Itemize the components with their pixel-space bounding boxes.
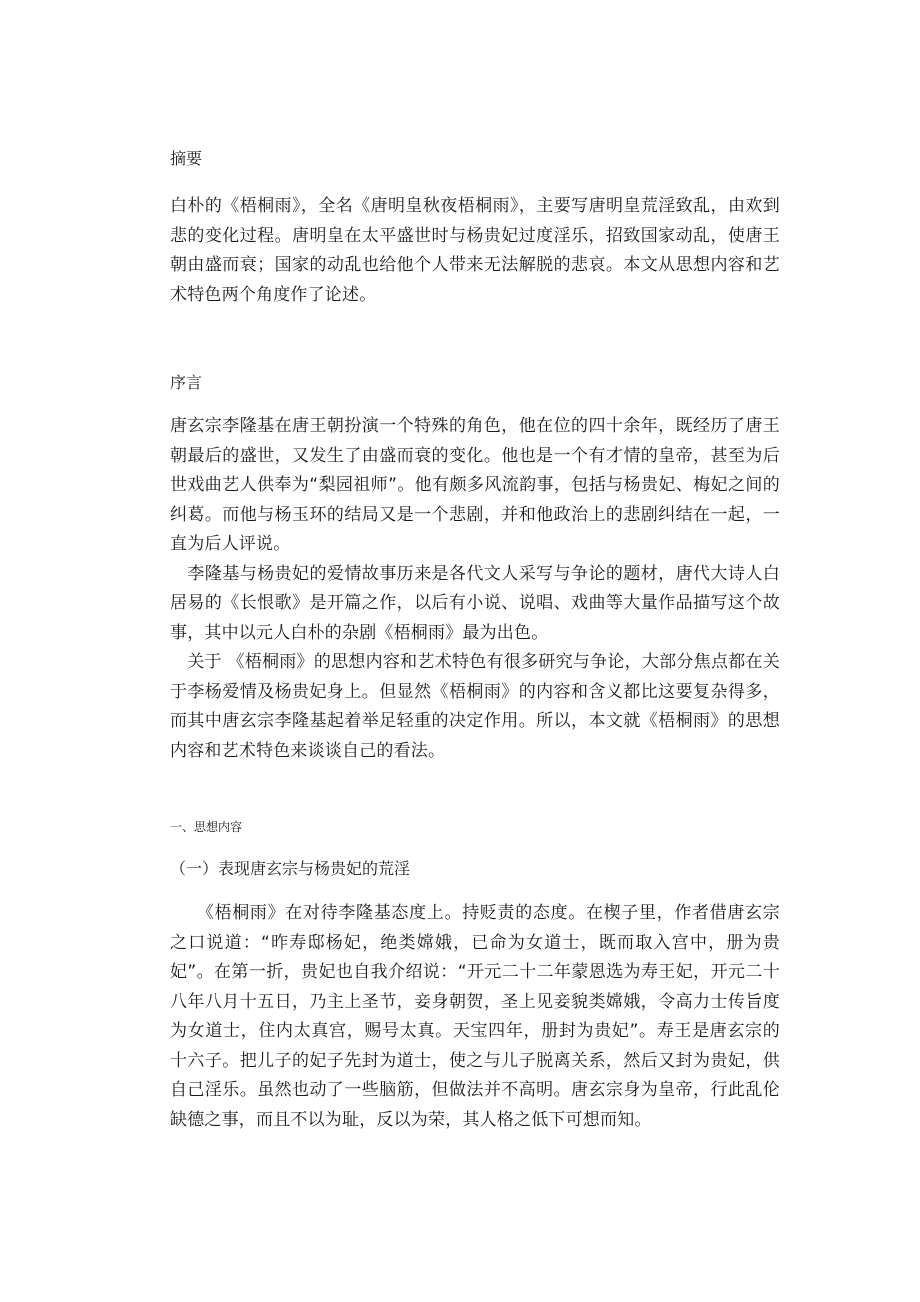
preface-paragraph-1: 唐玄宗李隆基在唐王朝扮演一个特殊的角色，他在位的四十余年，既经历了唐王朝最后的盛世，又发生了由盛而衰的变化。他也是一个有才情的皇帝，甚至为后世戏曲艺人供奉为“梨园祖师”。他有颇多风流韵事，包括与杨贵妃、梅妃之间的纠葛。而他与杨玉环的结局又是一个悲剧，并和他政治上的悲剧纠结在一起，一直为后人评说。 <box>170 416 780 554</box>
section1-heading: 一、思想内容 <box>170 820 243 834</box>
preface-body-block <box>170 412 780 766</box>
abstract-heading: 摘要 <box>170 149 203 168</box>
abstract-section <box>170 148 780 170</box>
preface-section <box>170 372 780 394</box>
preface-paragraph-2: 李隆基与杨贵妃的爱情故事历来是各代文人采写与争论的题材，唐代大诗人白居易的《长恨歌》是开篇之作，以后有小说、说唱、戏曲等大量作品描写这个故事，其中以元人白朴的杂剧《梧桐雨》最为出色。 <box>170 563 780 643</box>
preface-heading: 序言 <box>170 373 203 392</box>
abstract-body: 白朴的《梧桐雨》，全名《唐明皇秋夜梧桐雨》，主要写唐明皇荒淫致乱，由欢到悲的变化过程。唐明皇在太平盛世时与杨贵妃过度淫乐，招致国家动乱，使唐王朝由盛而衰；国家的动乱也给他个人带来无法解脱的悲哀。本文从思想内容和艺术特色两个角度作了论述。 <box>170 196 780 305</box>
section1-body-block <box>170 899 780 1135</box>
preface-paragraph-3: 关于 《梧桐雨》的思想内容和艺术特色有很多研究与争论，大部分焦点都在关于李杨爱情及杨贵妃身上。但显然《梧桐雨》的内容和含义都比这要复杂得多，而其中唐玄宗李隆基起着举足轻重的决定作用。所以，本文就《梧桐雨》的思想内容和艺术特色来谈谈自己的看法。 <box>170 652 780 761</box>
section1-body: 《梧桐雨》在对待李隆基态度上。持贬责的态度。在楔子里，作者借唐玄宗之口说道：“昨寿邸杨妃，绝类嫦娥，已命为女道士，既而取入宫中，册为贵妃”。在第一折，贵妃也自我介绍说：“开元二十二年蒙恩选为寿王妃，开元二十八年八月十五日，乃主上圣节，妾身朝贺，圣上见妾貌类嫦娥，令高力士传旨度为女道士，住内太真宫，赐号太真。天宝四年，册封为贵妃”。寿王是唐玄宗的十六子。把儿子的妃子先封为道士，使之与儿子脱离关系，然后又封为贵妃，供自己淫乐。虽然也动了一些脑筋，但做法并不高明。唐玄宗身为皇帝，行此乱伦缺德之事，而且不以为耻，反以为荣，其人格之低下可想而知。 <box>170 903 780 1130</box>
abstract-body-block <box>170 192 780 310</box>
section1-heading-block <box>170 818 780 836</box>
section1-subheading: （一）表现唐玄宗与杨贵妃的荒淫 <box>170 859 411 878</box>
section1-subheading-block <box>170 858 780 880</box>
